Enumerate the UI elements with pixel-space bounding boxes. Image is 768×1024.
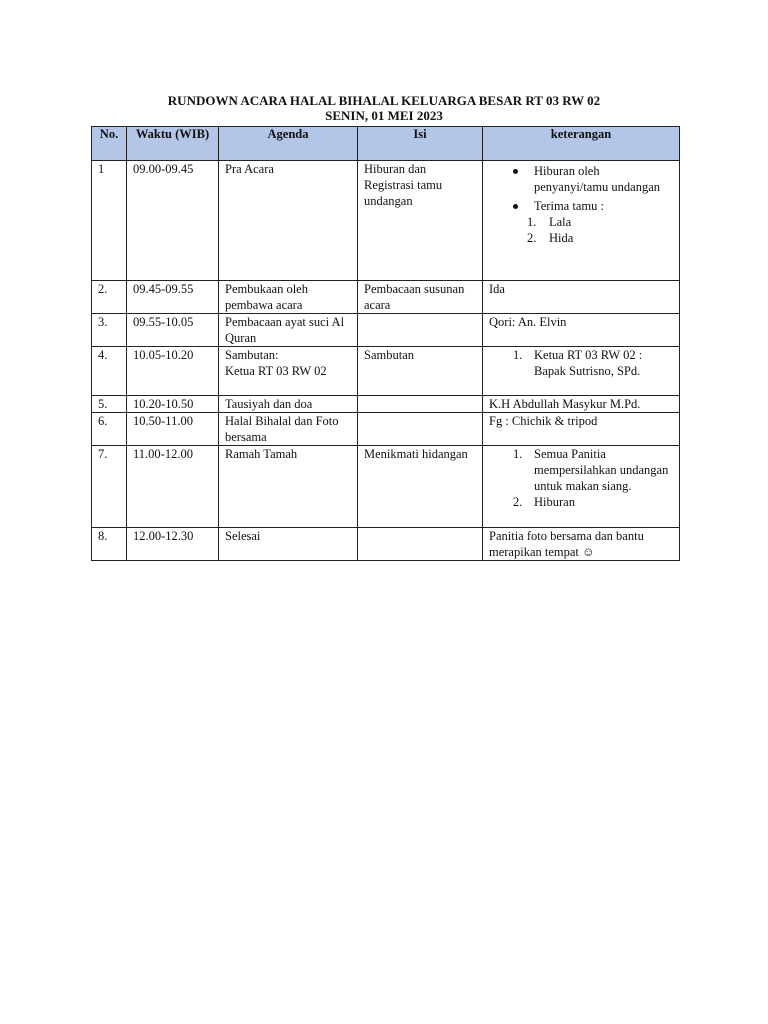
- header-keterangan: keterangan: [483, 127, 680, 161]
- header-isi: Isi: [358, 127, 483, 161]
- cell-isi: [358, 314, 483, 347]
- table-row: [92, 528, 680, 561]
- cell-keterangan: K.H Abdullah Masykur M.Pd.: [483, 396, 680, 413]
- document-title: [0, 93, 768, 123]
- cell-keterangan: Panitia foto bersama dan bantu merapikan tempat ☺: [483, 528, 680, 561]
- cell-waktu: 10.50-11.00: [127, 413, 219, 446]
- item-text: Ketua RT 03 RW 02 : Bapak Sutrisno, SPd.: [534, 348, 643, 378]
- title-line-1: RUNDOWN ACARA HALAL BIHALAL KELUARGA BESAR RT 03 RW 02: [167, 93, 601, 108]
- agenda-line: Ketua RT 03 RW 02: [225, 364, 327, 378]
- table-row: [92, 347, 680, 396]
- table-row: [92, 281, 680, 314]
- cell-agenda: Tausiyah dan doa: [219, 396, 358, 413]
- table-row: [92, 413, 680, 446]
- cell-agenda: Ramah Tamah: [219, 446, 358, 528]
- sub-text: Hida: [549, 231, 574, 245]
- cell-no: 4.: [92, 347, 127, 396]
- cell-no: 1: [92, 161, 127, 281]
- cell-agenda: Pra Acara: [219, 161, 358, 281]
- table-row: [92, 161, 680, 281]
- sub-number: 2.: [527, 231, 537, 245]
- table-row: [92, 396, 680, 413]
- cell-keterangan: Fg : Chichik & tripod: [483, 413, 680, 446]
- bullet-text: Terima tamu :: [534, 199, 604, 213]
- header-waktu: Waktu (WIB): [127, 127, 219, 161]
- cell-waktu: 11.00-12.00: [127, 446, 219, 528]
- cell-agenda: Pembukaan oleh pembawa acara: [219, 281, 358, 314]
- cell-isi: Pembacaan susunan acara: [358, 281, 483, 314]
- sub-item: [489, 214, 673, 230]
- sub-number: 1.: [527, 215, 537, 229]
- cell-isi: Hiburan dan Registrasi tamu undangan: [358, 161, 483, 281]
- title-line-2: SENIN, 01 MEI 2023: [325, 108, 443, 123]
- keterangan-numbered-list: [489, 446, 673, 510]
- cell-no: 3.: [92, 314, 127, 347]
- bullet-item: [489, 163, 673, 195]
- item-text: Semua Panitia mempersilahkan undangan untuk makan siang.: [534, 447, 669, 493]
- cell-keterangan: [483, 161, 680, 281]
- cell-no: 8.: [92, 528, 127, 561]
- keterangan-sub-list: [489, 214, 673, 246]
- sub-text: Lala: [549, 215, 572, 229]
- cell-no: 7.: [92, 446, 127, 528]
- cell-waktu: 12.00-12.30: [127, 528, 219, 561]
- rundown-table: [91, 126, 680, 561]
- cell-agenda: Pembacaan ayat suci Al Quran: [219, 314, 358, 347]
- sub-item: [489, 230, 673, 246]
- item-number: 2.: [513, 495, 523, 509]
- table-row: [92, 446, 680, 528]
- cell-no: 2.: [92, 281, 127, 314]
- cell-isi: [358, 413, 483, 446]
- agenda-line: Sambutan:: [225, 348, 279, 362]
- cell-waktu: 10.20-10.50: [127, 396, 219, 413]
- cell-no: 5.: [92, 396, 127, 413]
- cell-keterangan: Qori: An. Elvin: [483, 314, 680, 347]
- item-number: 1.: [513, 348, 523, 362]
- cell-no: 6.: [92, 413, 127, 446]
- item-text: Hiburan: [534, 495, 575, 509]
- cell-waktu: 09.45-09.55: [127, 281, 219, 314]
- cell-waktu: 09.55-10.05: [127, 314, 219, 347]
- numbered-item: [489, 494, 673, 510]
- cell-keterangan: Ida: [483, 281, 680, 314]
- header-row: [92, 127, 680, 161]
- cell-waktu: 09.00-09.45: [127, 161, 219, 281]
- header-no: No.: [92, 127, 127, 161]
- numbered-item: [489, 446, 673, 494]
- cell-keterangan: [483, 347, 680, 396]
- bullet-text: Hiburan oleh penyanyi/tamu undangan: [534, 164, 661, 194]
- cell-keterangan: [483, 446, 680, 528]
- numbered-item: [489, 347, 673, 379]
- cell-waktu: 10.05-10.20: [127, 347, 219, 396]
- cell-agenda: Selesai: [219, 528, 358, 561]
- bullet-item: [489, 198, 673, 214]
- table-row: [92, 314, 680, 347]
- cell-isi: [358, 396, 483, 413]
- keterangan-bullet-list: [489, 163, 673, 214]
- keterangan-numbered-list: [489, 347, 673, 379]
- cell-agenda: [219, 347, 358, 396]
- cell-isi: [358, 528, 483, 561]
- cell-agenda: Halal Bihalal dan Foto bersama: [219, 413, 358, 446]
- item-number: 1.: [513, 447, 523, 461]
- header-agenda: Agenda: [219, 127, 358, 161]
- cell-isi: Menikmati hidangan: [358, 446, 483, 528]
- cell-isi: Sambutan: [358, 347, 483, 396]
